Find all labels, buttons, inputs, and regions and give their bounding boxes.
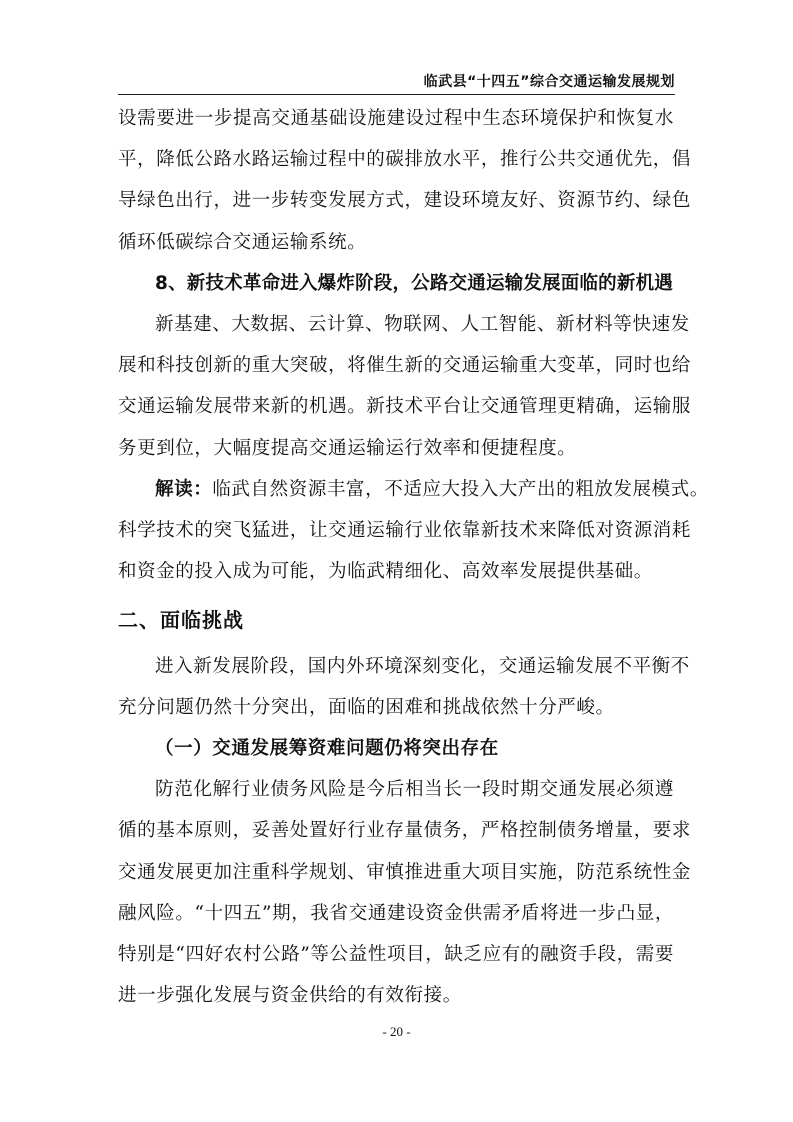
text-line: 科学技术的突飞猛进，让交通运输行业依靠新技术来降低对资源消耗: [118, 520, 692, 542]
text-line: 融风险。“十四五”期，我省交通建设资金供需矛盾将进一步凸显，: [118, 902, 674, 924]
running-header: [118, 72, 675, 95]
interpretation-label: 解读：: [155, 478, 213, 500]
text-line: 务更到位，大幅度提高交通运输运行效率和便捷程度。: [118, 437, 577, 459]
text-line: 特别是“四好农村公路”等公益性项目，缺乏应有的融资手段，需要: [118, 944, 674, 966]
text-line: 平，降低公路水路运输过程中的碳排放水平，推行公共交通优先，倡: [118, 149, 692, 171]
text-line: 进入新发展阶段，国内外环境深刻变化，交通运输发展不平衡不: [155, 655, 690, 677]
text-line: 交通发展更加注重科学规划、审慎推进重大项目实施，防范系统性金: [118, 861, 692, 883]
section-heading-challenges: 二、面临挑战: [118, 608, 244, 633]
paragraph-debt-risk: [118, 769, 692, 1016]
paragraph-new-stage: [118, 646, 690, 728]
section-8-heading: 8、新技术革命进入爆炸阶段，公路交通运输发展面临的新机遇: [155, 272, 673, 294]
subsection-heading-funding: （一）交通发展筹资难问题仍将突出存在: [155, 738, 499, 760]
header-title: 临武县“十四五”综合交通运输发展规划: [423, 74, 675, 90]
paragraph-interpretation: [118, 469, 709, 593]
text-line: 充分问题仍然十分突出，面临的困难和挑战依然十分严峻。: [118, 696, 615, 718]
text-line: [118, 469, 709, 510]
text-line: 进一步强化发展与资金供给的有效衔接。: [118, 985, 462, 1007]
text-line: 循环低碳综合交通运输系统。: [118, 231, 367, 253]
text-line: 和资金的投入成为可能，为临武精细化、高效率发展提供基础。: [118, 561, 653, 583]
text-line: 交通运输发展带来新的机遇。新技术平台让交通管理更精确，运输服: [118, 396, 692, 418]
paragraph-ecology: [118, 98, 692, 263]
text-line: 新基建、大数据、云计算、物联网、人工智能、新材料等快速发: [155, 314, 690, 336]
paragraph-new-tech: [118, 304, 692, 469]
text-line: 展和科技创新的重大突破，将催生新的交通运输重大变革，同时也给: [118, 355, 692, 377]
text-line: 循的基本原则，妥善处置好行业存量债务，严格控制债务增量，要求: [118, 820, 692, 842]
page-number: - 20 -: [382, 1024, 411, 1039]
text-line: 设需要进一步提高交通基础设施建设过程中生态环境保护和恢复水: [118, 108, 674, 129]
text-line: 防范化解行业债务风险是今后相当长一段时期交通发展必须遵: [155, 779, 674, 801]
text-line: 导绿色出行，进一步转变发展方式，建设环境友好、资源节约、绿色: [118, 190, 692, 212]
interpretation-text: 临武自然资源丰富，不适应大投入大产出的粗放发展模式。: [212, 478, 709, 500]
page-body: [118, 98, 709, 1016]
